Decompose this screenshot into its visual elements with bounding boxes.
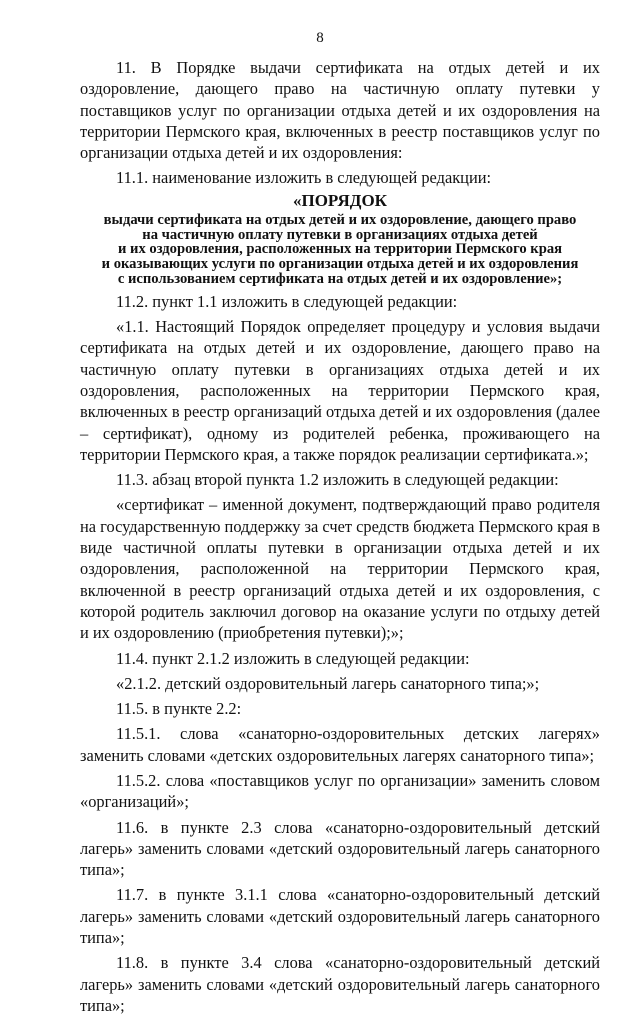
paragraph-2-1-2-text: «2.1.2. детский оздоровительный лагерь санаторного типа;»; xyxy=(116,673,540,693)
document-body xyxy=(80,57,600,1016)
paragraph-11-2: 11.2. пункт 1.1 изложить в следующей редакции: xyxy=(116,291,458,311)
paragraph-1-1-text: «1.1. Настоящий Порядок определяет процедуру и условия выдачи сертификата на отдых детей и их оздоровление, дающего право на частичную оплату путевки в организациях отдыха детей и их оздоровления, расположенных на территории Пермского края, включенных в реестр организаций отдыха детей и их оздоровления (далее – сертификат), одному из родителей ребенка, проживающего на территории Пермского края, а также порядок реализации сертификата.»; xyxy=(80,317,600,464)
procedure-subtitle xyxy=(80,213,600,287)
paragraph-11-7: 11.7. в пункте 3.1.1 слова «санаторно-оздоровительный детский лагерь» заменить словами «детский оздоровительный лагерь санаторного типа»; xyxy=(80,885,600,948)
subtitle-line: на частичную оплату путевки в организациях отдыха детей xyxy=(142,226,538,243)
paragraph-11-5-2: 11.5.2. слова «поставщиков услуг по организации» заменить словом «организаций»; xyxy=(80,771,600,812)
paragraph-11-5-1: 11.5.1. слова «санаторно-оздоровительных детских лагерях» заменить словами «детских оздоровительных лагерях санаторного типа»; xyxy=(80,724,600,765)
subtitle-line: выдачи сертификата на отдых детей и их оздоровление, дающего право xyxy=(103,211,577,228)
subtitle-line: с использованием сертификата на отдых детей и их оздоровление»; xyxy=(117,270,563,287)
subtitle-line: и оказывающих услуги по организации отдыха детей и их оздоровления xyxy=(101,256,579,273)
paragraph-certificate-definition: «сертификат – именной документ, подтверждающий право родителя на государственную поддержку за счет средств бюджета Пермского края в виде частичной оплаты путевки в организации отдыха детей и их оздоровления, расположенной на территории Пермского края, включенной в реестр организаций отдыха детей и их оздоровления, с которой родитель заключил договор на оказание услуги по отдыху детей и их оздоровлению (приобретения путевки);»; xyxy=(80,495,600,643)
paragraph-11-1: 11.1. наименование изложить в следующей редакции: xyxy=(116,168,492,188)
paragraph-11-3: 11.3. абзац второй пункта 1.2 изложить в следующей редакции: xyxy=(116,470,559,490)
paragraph-11-8: 11.8. в пункте 3.4 слова «санаторно-оздоровительный детский лагерь» заменить словами «детский оздоровительный лагерь санаторного типа»; xyxy=(80,953,600,1015)
paragraph-11-4: 11.4. пункт 2.1.2 изложить в следующей редакции: xyxy=(116,648,470,668)
paragraph-11-6: 11.6. в пункте 2.3 слова «санаторно-оздоровительный детский лагерь» заменить словами «детский оздоровительный лагерь санаторного типа»; xyxy=(80,817,600,880)
page-number: 8 xyxy=(316,30,324,46)
procedure-title: «ПОРЯДОК xyxy=(292,190,387,210)
subtitle-line: и их оздоровления, расположенных на территории Пермского края xyxy=(117,241,563,258)
paragraph-11: 11. В Порядке выдачи сертификата на отдых детей и их оздоровление, дающего право на частичную оплату путевки у поставщиков услуг по организации отдыха детей и их оздоровления на территории Пермского края, включенных в реестр поставщиков услуг по организации отдыха детей и их оздоровления: xyxy=(80,58,600,163)
paragraph-11-5: 11.5. в пункте 2.2: xyxy=(116,699,242,719)
